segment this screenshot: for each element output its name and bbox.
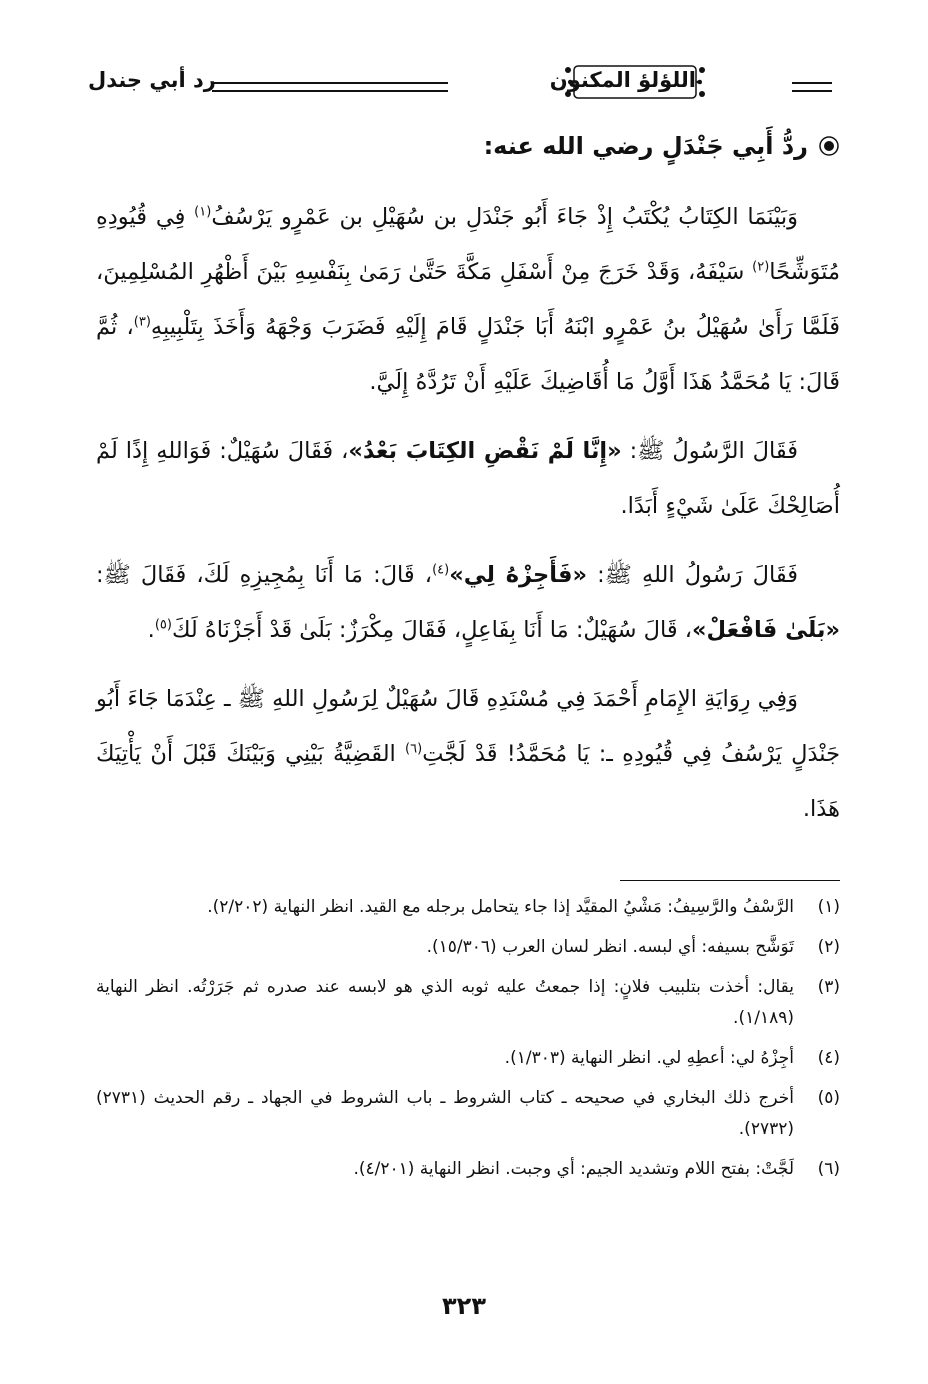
footnote-item bbox=[96, 932, 840, 963]
page-header bbox=[88, 58, 832, 110]
footnote-item bbox=[96, 1043, 840, 1074]
footnote-item bbox=[96, 1154, 840, 1185]
footnote-text: أخرج ذلك البخاري في صحيحه ـ كتاب الشروط ـ باب الشروط في الجهاد ـ رقم الحديث (٢٧٣١) (٢٧٣٢). bbox=[96, 1088, 794, 1139]
footnote-ref: (٢) bbox=[752, 259, 770, 275]
text-run: . bbox=[147, 617, 155, 643]
text-run: فَقَالَ رَسُولُ اللهِ ﷺ: bbox=[587, 562, 798, 588]
paragraph-2 bbox=[96, 424, 840, 534]
footnote-item bbox=[96, 1083, 840, 1145]
flower-bullet-icon bbox=[818, 135, 840, 157]
footnote-number: (٥) bbox=[817, 1088, 840, 1108]
text-run: ، ثُمَّ قَالَ: يَا مُحَمَّدُ هَذَا أَوَّلُ مَا أُقَاضِيكَ عَلَيْهِ أَنْ تَرُدَّهُ إِلَيَّ. bbox=[96, 314, 840, 395]
header-rule-left bbox=[212, 82, 448, 92]
footnote-ref: (١) bbox=[194, 204, 212, 220]
footnote-item bbox=[96, 892, 840, 923]
hadith-quote: «فَأَجِزْهُ لِي» bbox=[449, 562, 587, 588]
footnote-ref: (٥) bbox=[154, 617, 172, 633]
book-title: اللؤلؤ المكنون bbox=[549, 68, 696, 92]
text-run: وَفِي رِوَايَةِ الإِمَامِ أَحْمَدَ فِي مُسْنَدِهِ قَالَ سُهَيْلٌ لِرَسُولِ اللهِ ﷺ ـ عِنْدَمَا جَاءَ أَبُو جَنْدَلٍ يَرْسُفُ فِي قُيُودِهِ ـ: يَا مُحَمَّدُ! قَدْ لَجَّتِ bbox=[96, 686, 840, 767]
footnote-item bbox=[96, 972, 840, 1034]
footnote-number: (٢) bbox=[817, 937, 840, 957]
chapter-title: رد أبي جندل bbox=[88, 68, 216, 92]
footnote-ref: (٤) bbox=[432, 562, 450, 578]
text-run: وَبَيْنَمَا الكِتَابُ يُكْتَبُ إِذْ جَاءَ أَبُو جَنْدَلِ بن سُهَيْلِ بن عَمْرٍو يَرْسُفُ bbox=[211, 204, 798, 230]
footnotes bbox=[96, 892, 840, 1194]
section-heading-text: ردُّ أَبِي جَنْدَلٍ رضي الله عنه: bbox=[483, 132, 808, 160]
footnote-ref: (٣) bbox=[133, 314, 151, 330]
text-run: سَيْفَهُ، وَقَدْ خَرَجَ مِنْ أَسْفَلِ مَكَّةَ حَتَّىٰ رَمَىٰ بِنَفْسِهِ بَيْنَ أَظْهُرِ المُسْلِمِينَ، فَلَمَّا رَأَىٰ سُهَيْلُ بنُ عَمْرٍو ابْنَهُ أَبَا جَنْدَلٍ قَامَ إِلَيْهِ فَضَرَبَ وَجْهَهُ وَأَخَذَ بِتَلْبِيبِهِ bbox=[96, 259, 840, 340]
body-text bbox=[96, 190, 840, 851]
hadith-quote: «بَلَىٰ فَافْعَلْ» bbox=[692, 617, 840, 643]
text-run: القَضِيَّةُ بَيْنِي وَبَيْنَكَ قَبْلَ أَنْ يَأْتِيَكَ هَذَا. bbox=[96, 741, 840, 822]
footnote-number: (٣) bbox=[817, 977, 840, 997]
footnote-number: (١) bbox=[817, 897, 840, 917]
footnote-number: (٦) bbox=[817, 1159, 840, 1179]
paragraph-4 bbox=[96, 672, 840, 837]
book-title-frame bbox=[550, 68, 696, 92]
text-run: ، فَقَالَ سُهَيْلٌ: فَوَاللهِ إِذًا لَمْ أُصَالِحْكَ عَلَىٰ شَيْءٍ أَبَدًا. bbox=[96, 438, 840, 519]
footnote-separator bbox=[620, 880, 840, 881]
text-run: ، قَالَ سُهَيْلٌ: مَا أَنَا بِفَاعِلٍ، فَقَالَ مِكْرَزٌ: بَلَىٰ قَدْ أَجَزْنَاهُ لَكَ bbox=[171, 617, 692, 643]
paragraph-1 bbox=[96, 190, 840, 410]
footnote-text: لَجَّتْ: بفتح اللام وتشديد الجيم: أي وجبت. انظر النهاية (٤/٢٠١). bbox=[353, 1159, 794, 1179]
footnote-text: الرَّسْفُ والرَّسِيفُ: مَشْيُ المقيَّد إذا جاء يتحامل برجله مع القيد. انظر النهاية (٢/٢٠٢). bbox=[207, 897, 794, 917]
text-run: فِي قُيُودِهِ مُتَوَشِّحًا bbox=[96, 204, 840, 285]
paragraph-3 bbox=[96, 548, 840, 658]
text-run: فَقَالَ الرَّسُولُ ﷺ: bbox=[621, 438, 798, 464]
text-run: ، قَالَ: مَا أَنَا بِمُجِيزِهِ لَكَ، فَقَالَ ﷺ: bbox=[96, 562, 433, 588]
page-number: ٣٢٣ bbox=[442, 1292, 486, 1320]
footnote-text: تَوَشَّح بسيفه: أي لبسه. انظر لسان العرب (١٥/٣٠٦). bbox=[426, 937, 794, 957]
footnote-number: (٤) bbox=[817, 1048, 840, 1068]
footnote-text: يقال: أخذت بتلبيب فلانٍ: إذا جمعتُ عليه ثوبه الذي هو لابسه عند صدره ثم جَرَرْتُه. انظر النهاية (١/١٨٩). bbox=[96, 977, 794, 1028]
section-heading bbox=[484, 132, 840, 160]
footnote-text: أجِزْهُ لي: أعطِهِ لي. انظر النهاية (١/٣٠٣). bbox=[504, 1048, 794, 1068]
hadith-quote: «إِنَّا لَمْ نَقْضِ الكِتَابَ بَعْدُ» bbox=[348, 438, 622, 464]
footnote-ref: (٦) bbox=[405, 741, 423, 757]
header-rule-right bbox=[792, 82, 832, 92]
